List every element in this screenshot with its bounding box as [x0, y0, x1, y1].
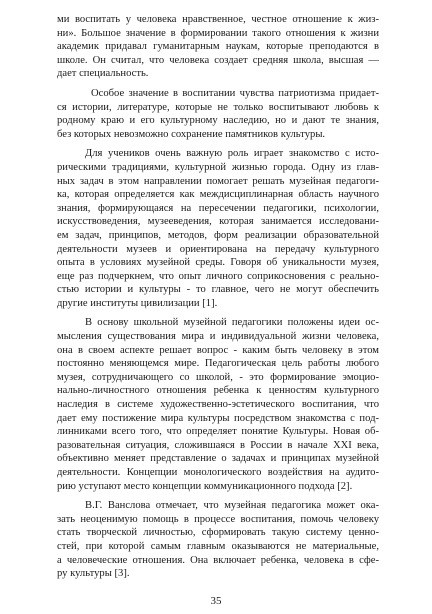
text-line: Для учеников очень важную роль играет знакомство с исто- [85, 148, 379, 160]
text-line: стью истории и культуры - то главное, чего не могут обеспечить [57, 284, 379, 296]
document-page [57, 13, 379, 581]
text-line: школе. Он считал, что человека создает средняя школа, высшая — [57, 54, 379, 66]
paragraph-1 [57, 13, 379, 81]
text-line: дает ему постижение мира культуры посредством знакомства с под- [57, 412, 379, 424]
text-line: мысления существования мира и индивидуальной жизни человека, [57, 331, 379, 343]
text-line: дает специальность. [57, 68, 149, 80]
text-line: еще раз подчеркнем, что опыт личного соприкосновения с реально- [57, 270, 379, 282]
text-line: деятельности музеев и ориентирована на передачу культурного [57, 243, 379, 255]
text-line: ных задач в этом направлении помогает решать музейная педагоги- [57, 175, 379, 187]
paragraph-5 [57, 499, 379, 581]
text-line: искусствоведения, музееведения, которая занимается исследовани- [57, 216, 379, 228]
text-line: стей, при которой самым главным оказываются не материальные, [57, 540, 379, 552]
text-line: опыта в условиях музейной среды. Говоря об уникальности музея, [57, 257, 379, 269]
text-line: рическими традициями, культурной жизнью города. Одну из глав- [57, 161, 379, 173]
paragraph-4 [57, 316, 379, 493]
text-line: стать творческой личностью, сформировать такую систему ценно- [57, 527, 379, 539]
text-line: наследия в системе художественно-эстетического воспитания, что [57, 399, 379, 411]
paragraph-3 [57, 147, 379, 310]
text-line: рию уступают место концепции коммуникационного подхода [2]. [57, 480, 353, 492]
text-line: ни». Большое значение в формировании такого отношения к жизни [57, 27, 379, 39]
paragraph-2 [57, 87, 379, 141]
text-line: постоянно меняющемся мире. Педагогическая цель работы любого [57, 358, 379, 370]
text-line: знания, формирующаяся на пересечении педагогики, психологии, [57, 202, 379, 214]
text-line: объективно меняет представление о задачах и принципах музейной [57, 453, 379, 465]
text-line: другие институты цивилизации [1]. [57, 297, 218, 309]
text-line: ся истории, литературе, которые не только воспитывают любовь к [57, 101, 379, 113]
text-line: она в своем аспекте решает вопрос - каким быть человеку в этом [57, 344, 379, 356]
text-line: ру культуры [3]. [57, 568, 130, 580]
text-line: музея, сотрудничающего со школой, - это формирование эмоцио- [57, 371, 379, 383]
text-line: акадeмик придавал гуманитарным наукам, которые преподаются в [57, 41, 379, 53]
text-line: линниками всего того, что определяет понятие Культуры. Новая об- [57, 426, 379, 438]
page-number: 35 [210, 595, 222, 607]
text-line: ми воспитать у человека нравственное, честное отношение к жиз- [57, 14, 379, 25]
text-line: а человеческие отношения. Она включает ребенка, человека в сфе- [57, 554, 379, 566]
text-line: родному краю и его культурному наследию, но и дают те знания, [57, 115, 379, 127]
text-line: Особое значение в воспитании чувства патриотизма придает- [91, 87, 379, 99]
text-line: В основу школьной музейной педагогики положены идеи ос- [85, 317, 379, 329]
text-line: разовательная ситуация, сложившаяся в России в начале XXI века, [57, 439, 379, 451]
text-line: В.Г. Ванслова отмечает, что музейная педагогика может ока- [85, 500, 379, 512]
text-line: ка, которая определяется как междисциплинарная область научного [57, 189, 379, 201]
text-line: деятельности. Концепции монологического воздействия на аудито- [57, 467, 379, 478]
text-line: ем задач, принципов, методов, форм реализации образовательной [57, 229, 379, 241]
text-line: нально-личностного отношения ребенка к ценностям культурного [57, 385, 379, 397]
text-line: без которых невозможно сохранение памятников культуры. [57, 128, 326, 140]
text-line: зать неоценимую помощь в процессе воспитания, помочь человеку [57, 513, 379, 525]
